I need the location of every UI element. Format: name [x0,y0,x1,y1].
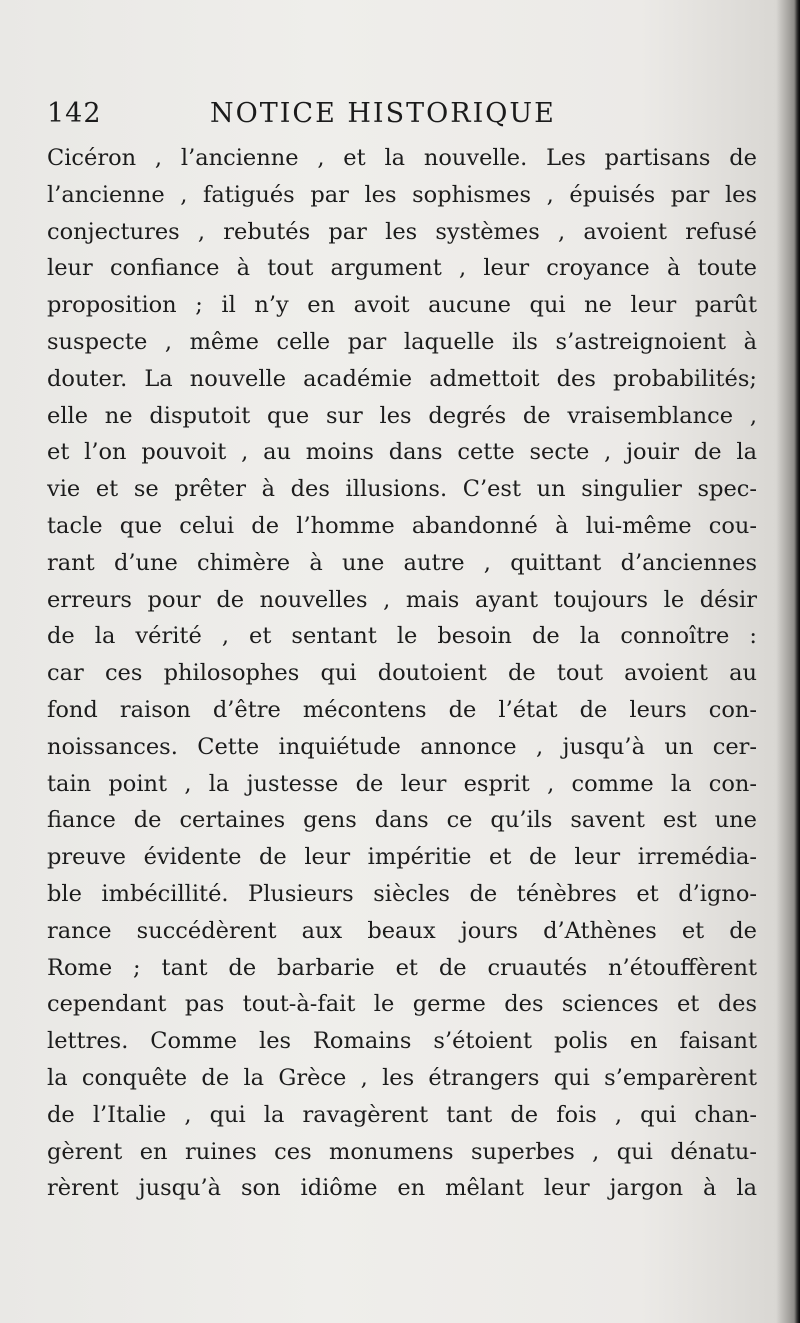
text-line: preuve évidente de leur impéritie et de leur irremédia- [47,844,757,871]
page-edge-shadow [794,0,800,1323]
page-number: 142 [47,98,102,129]
text-line: leur confiance à tout argument , leur croyance à toute [47,255,757,282]
text-line: noissances. Cette inquiétude annonce , jusqu’à un cer- [47,733,757,760]
text-line: elle ne disputoit que sur les degrés de vraisemblance , [47,402,757,429]
text-line: erreurs pour de nouvelles , mais ayant toujours le désir [47,586,757,613]
text-line: lettres. Comme les Romains s’étoient polis en faisant [47,1028,757,1055]
text-line: de l’Italie , qui la ravagèrent tant de fois , qui chan- [47,1101,757,1128]
page-header [47,98,757,138]
text-line: rant d’une chimère à une autre , quittant d’anciennes [47,549,757,576]
text-line: fiance de certaines gens dans ce qu’ils savent est une [47,807,757,834]
text-line: suspecte , même celle par laquelle ils s’astreignoient à [47,328,757,355]
running-head: NOTICE HISTORIQUE [210,98,556,129]
text-line: rance succédèrent aux beaux jours d’Athènes et de [47,917,757,944]
text-line: tain point , la justesse de leur esprit , comme la con- [47,770,757,797]
text-line: ble imbécillité. Plusieurs siècles de ténèbres et d’igno- [47,880,757,907]
text-line: gèrent en ruines ces monumens superbes , qui dénatu- [47,1138,757,1165]
text-line: car ces philosophes qui doutoient de tout avoient au [47,660,757,687]
text-line: l’ancienne , fatigués par les sophismes , épuisés par les [47,181,757,208]
text-line: vie et se prêter à des illusions. C’est un singulier spec- [47,476,757,503]
text-line: la conquête de la Grèce , les étrangers qui s’emparèrent [47,1064,757,1091]
body-text [47,140,757,1207]
text-line: douter. La nouvelle académie admettoit des probabilités; [47,365,757,392]
text-line: et l’on pouvoit , au moins dans cette secte , jouir de la [47,439,757,466]
text-line: fond raison d’être mécontens de l’état de leurs con- [47,696,757,723]
text-line: Rome ; tant de barbarie et de cruautés n’étouffèrent [47,954,757,981]
text-line: Cicéron , l’ancienne , et la nouvelle. Les partisans de [47,145,757,171]
text-line: cependant pas tout-à-fait le germe des sciences et des [47,991,757,1018]
text-line: proposition ; il n’y en avoit aucune qui ne leur parût [47,292,757,319]
text-line: rèrent jusqu’à son idiôme en mêlant leur jargon à la [47,1175,757,1202]
text-line: de la vérité , et sentant le besoin de la connoître : [47,623,757,650]
text-line: conjectures , rebutés par les systèmes , avoient refusé [47,218,757,245]
text-line: tacle que celui de l’homme abandonné à lui-même cou- [47,512,757,539]
